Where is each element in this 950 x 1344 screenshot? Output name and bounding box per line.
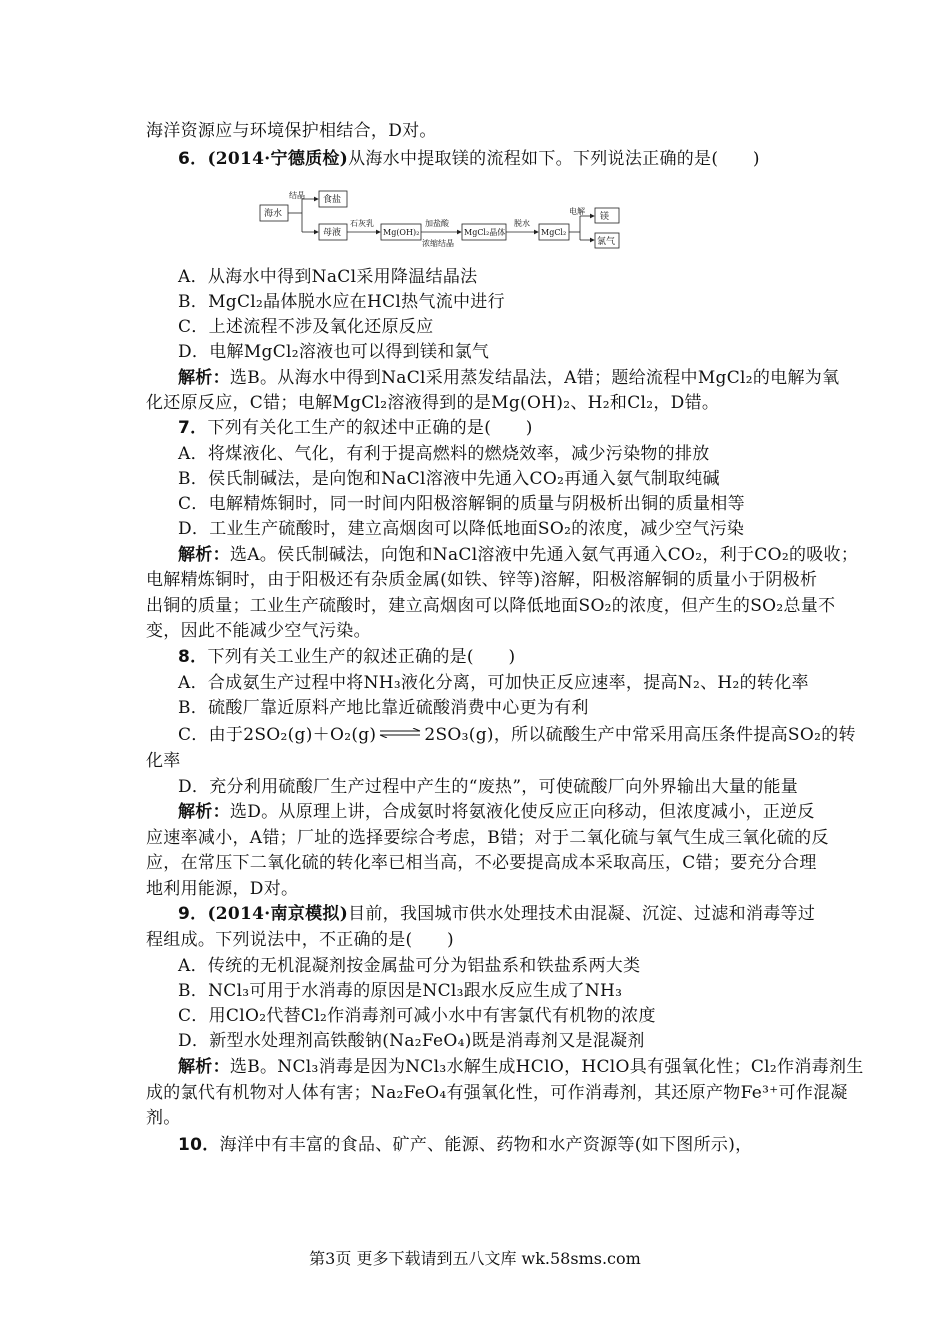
q6-option-b: B．MgCl₂晶体脱水应在HCl热气流中进行	[178, 292, 505, 312]
q6-analysis-2: 化还原反应，C错；电解MgCl₂溶液得到的是Mg(OH)₂、H₂和Cl₂，D错。	[146, 393, 720, 413]
cl2-label: 氯气	[597, 237, 616, 247]
q8-option-b: B．硫酸厂靠近原料产地比靠近硫酸消费中心更为有利	[178, 698, 589, 718]
q7-option-d: D．工业生产硫酸时，建立高烟囱可以降低地面SO₂的浓度，减少空气污染	[178, 519, 745, 539]
q9-option-b: B．NCl₃可用于水消毒的原因是NCl₃跟水反应生成了NH₃	[178, 981, 623, 1001]
question-9	[178, 904, 815, 924]
question-9-cont: 程组成。下列说法中，不正确的是( )	[146, 930, 454, 950]
q8-analysis-2: 应速率减小，A错；厂址的选择要综合考虑，B错；对于二氧化硫与氧气生成三氧化硫的反	[146, 828, 829, 848]
question-text: 从海水中提取镁的流程如下。下列说法正确的是( )	[348, 149, 760, 169]
q6-option-a: A．从海水中得到NaCl采用降温结晶法	[178, 267, 478, 287]
question-8	[178, 647, 515, 667]
question-6	[178, 149, 760, 169]
q8-analysis-1: 解析：选D。从原理上讲，合成氨时将氨液化使反应正向移动，但浓度减小，正逆反	[178, 802, 815, 822]
question-text: 目前，我国城市供水处理技术由混凝、沉淀、过滤和消毒等过	[348, 904, 816, 924]
q6-analysis-1: 解析：选B。从海水中得到NaCl采用蒸发结晶法，A错；题给流程中MgCl₂的电解为氧	[178, 368, 840, 388]
q8-analysis-4: 地利用能源，D对。	[146, 879, 299, 899]
q7-option-c: C．电解精炼铜时，同一时间内阳极溶解铜的质量与阴极析出铜的质量相等	[178, 494, 745, 514]
mgcl2-label: MgCl₂	[541, 228, 567, 237]
q6-option-c: C．上述流程不涉及氧化还原反应	[178, 317, 434, 337]
analysis-label: 解析：	[178, 1057, 230, 1077]
question-number: 10．	[178, 1135, 220, 1155]
concentrate-label: 浓缩结晶	[422, 239, 454, 248]
electrolysis-label: 电解	[569, 207, 585, 216]
q8-option-c-cont: 化率	[146, 751, 181, 771]
question-number: 6．	[178, 149, 208, 169]
add-hcl-label: 加盐酸	[425, 219, 449, 228]
q8-option-d: D．充分利用硫酸厂生产过程中产生的“废热”，可使硫酸厂向外界输出大量的能量	[178, 777, 799, 797]
question-text: 海洋中有丰富的食品、矿产、能源、药物和水产资源等(如下图所示)，	[219, 1135, 753, 1155]
equilibrium-arrow-icon	[378, 728, 422, 738]
question-source: (2014·宁德质检)	[207, 149, 349, 169]
page-footer: 第3页 更多下载请到五八文库 wk.58sms.com	[309, 1249, 641, 1268]
lime-milk-label: 石灰乳	[350, 219, 374, 228]
q8-option-c: C．由于2SO₂(g)＋O₂(g) 2SO₃(g)，所以硫酸生产中常采用高压条件提高SO₂的转	[178, 725, 856, 745]
q7-analysis-1: 解析：选A。侯氏制碱法，向饱和NaCl溶液中先通入氨气再通入CO₂，利于CO₂的吸收；	[178, 545, 859, 565]
q7-analysis-4: 变，因此不能减少空气污染。	[146, 621, 371, 641]
mg-label: 镁	[600, 212, 610, 222]
q9-analysis-1: 解析：选B。NCl₃消毒是因为NCl₃水解生成HClO，HClO具有强氧化性；Cl₂作消毒剂生	[178, 1057, 864, 1077]
q8-option-a: A．合成氨生产过程中将NH₃液化分离，可加快正反应速率，提高N₂、H₂的转化率	[178, 673, 809, 693]
line-continuation: 海洋资源应与环境保护相结合，D对。	[146, 121, 437, 141]
analysis-label: 解析：	[178, 802, 230, 822]
question-number: 8．	[178, 647, 208, 667]
crystallize-label: 结晶	[289, 191, 305, 200]
dehydrate-label: 脱水	[514, 219, 530, 228]
mgoh2-label: Mg(OH)₂	[383, 228, 420, 237]
question-source: (2014·南京模拟)	[207, 904, 349, 924]
question-number: 9．	[178, 904, 208, 924]
q9-analysis-3: 剂。	[146, 1108, 181, 1128]
q8-analysis-3: 应，在常压下二氧化硫的转化率已相当高，不必要提高成本采取高压，C错；要充分合理	[146, 853, 817, 873]
question-7	[178, 418, 533, 438]
question-text: 下列有关工业生产的叙述正确的是( )	[207, 647, 516, 667]
mother-liquor-label: 母液	[323, 228, 342, 238]
q7-analysis-3: 出铜的质量；工业生产硫酸时，建立高烟囱可以降低地面SO₂的浓度，但产生的SO₂总量不	[146, 596, 836, 616]
question-number: 7．	[178, 418, 208, 438]
mgcl2-crystal-label: MgCl₂晶体	[464, 228, 506, 237]
q9-option-a: A．传统的无机混凝剂按金属盐可分为铝盐系和铁盐系两大类	[178, 956, 641, 976]
q9-option-c: C．用ClO₂代替Cl₂作消毒剂可减小水中有害氯代有机物的浓度	[178, 1006, 656, 1026]
analysis-label: 解析：	[178, 368, 230, 388]
q7-option-b: B．侯氏制碱法，是向饱和NaCl溶液中先通入CO₂再通入氨气制取纯碱	[178, 469, 720, 489]
q6-option-d: D．电解MgCl₂溶液也可以得到镁和氯气	[178, 342, 490, 362]
salt-label: 食盐	[323, 195, 342, 205]
question-text: 下列有关化工生产的叙述中正确的是( )	[207, 418, 533, 438]
question-10	[178, 1135, 752, 1155]
q9-option-d: D．新型水处理剂高铁酸钠(Na₂FeO₄)既是消毒剂又是混凝剂	[178, 1031, 645, 1051]
q7-option-a: A．将煤液化、气化，有利于提高燃料的燃烧效率，减少污染物的排放	[178, 444, 710, 464]
q9-analysis-2: 成的氯代有机物对人体有害；Na₂FeO₄有强氧化性，可作消毒剂，其还原产物Fe³⁺可作混凝	[146, 1083, 848, 1103]
q7-analysis-2: 电解精炼铜时，由于阳极还有杂质金属(如铁、锌等)溶解，阳极溶解铜的质量小于阴极析	[146, 570, 818, 590]
analysis-label: 解析：	[178, 545, 230, 565]
magnesium-flow-diagram	[258, 188, 658, 252]
seawater-label: 海水	[264, 209, 283, 219]
